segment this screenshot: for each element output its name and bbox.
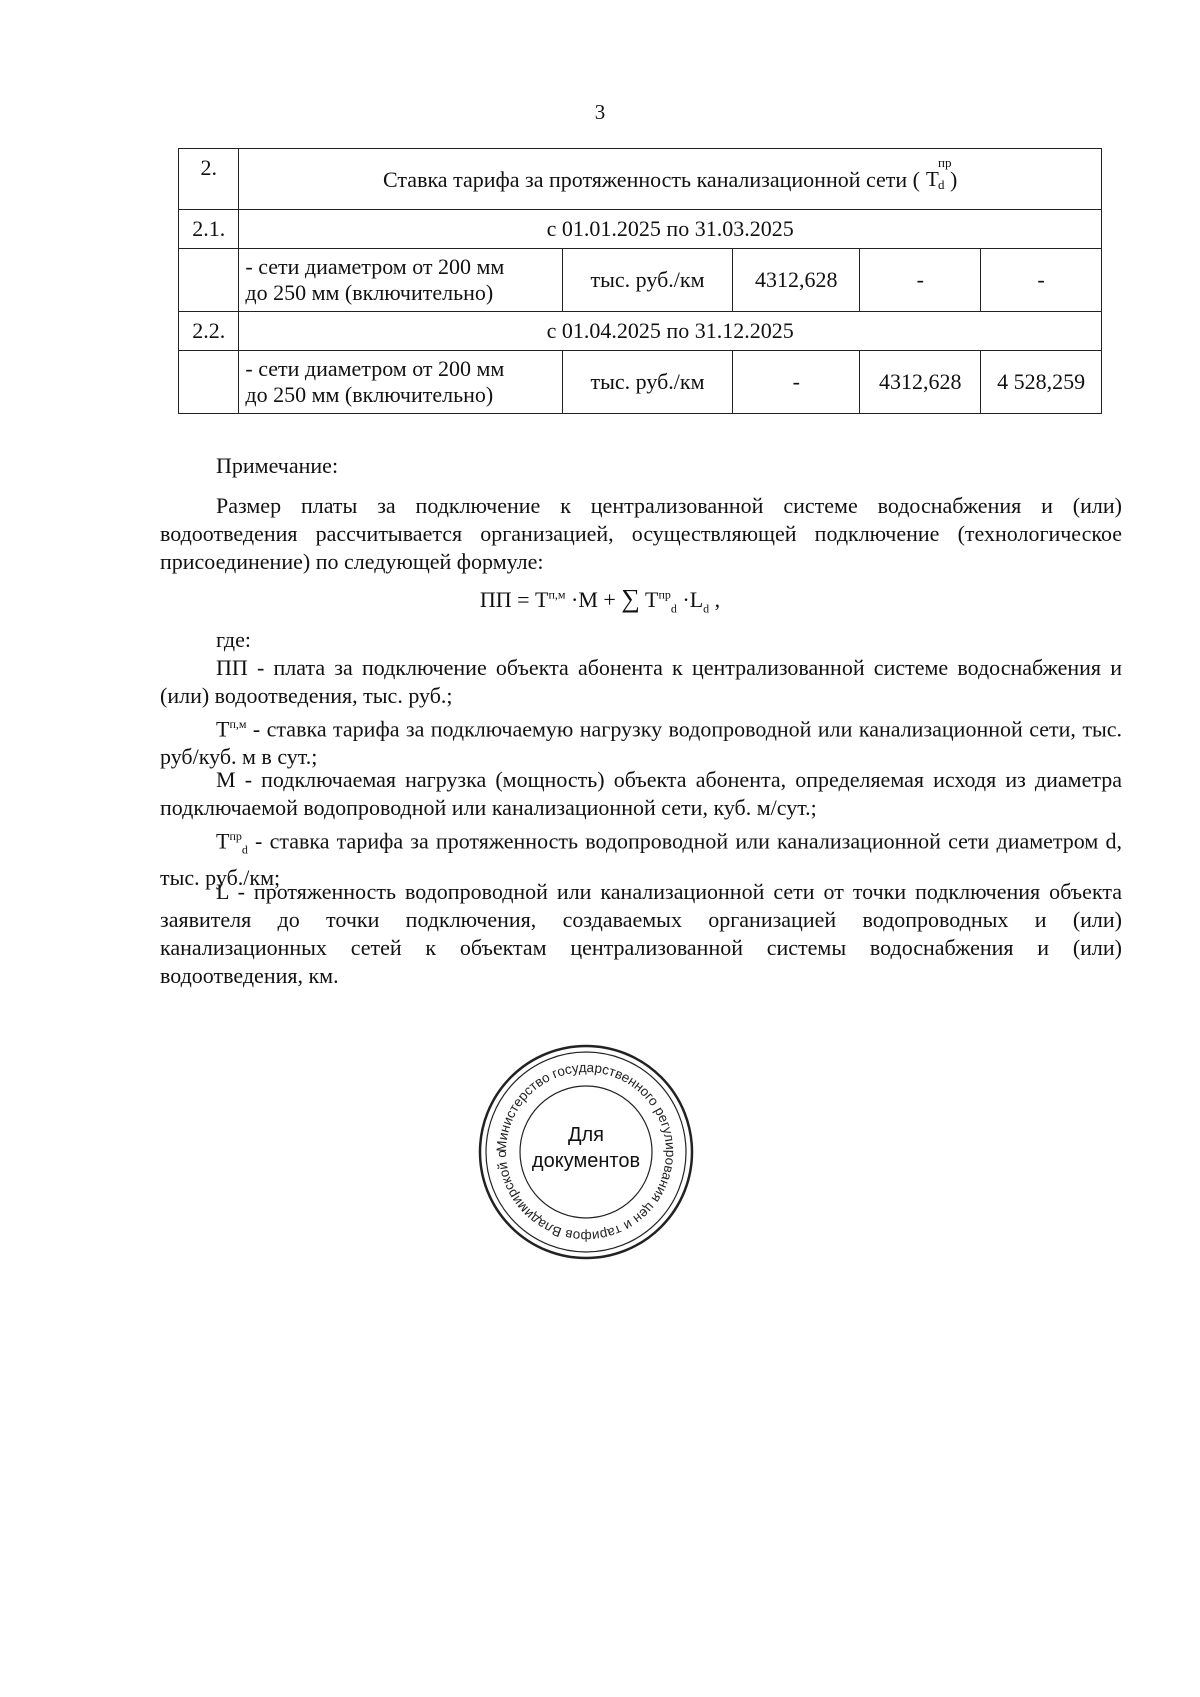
period-row [179,312,1102,351]
row-value-3: - [981,249,1102,312]
row-description [239,351,562,414]
table-header-row [179,149,1102,210]
tariff-symbol: T пр d [926,155,952,192]
period-label: с 01.04.2025 по 31.12.2025 [239,312,1102,351]
formula-term-length: $T^{пр}_d$ [644,587,677,616]
formula-lhs: ПП [479,587,512,612]
section-title-end: ) [950,167,958,192]
row-value-2: 4312,628 [860,351,981,414]
definition-l: L - протяженность водопроводной или канализационной сети от точки подключения объекта заявителя до точки подключения, создаваемых организацией водопроводных и (или) канализационных сетей к объектам централизованной системы водоснабжения и (или) водоотведения, км. [160,879,1122,988]
row-number-cell [179,249,239,312]
formula-equals: = [517,587,530,612]
table-row [179,351,1102,414]
row-value-3: 4 528,259 [981,351,1102,414]
row-value-1: - [733,351,860,414]
official-stamp [476,1042,696,1262]
tariff-table [178,148,1102,414]
formula-length: $L_d$ [689,587,710,616]
formula-load: M [578,587,598,612]
page-number: 3 [594,100,606,124]
row-description-line: - сети диаметром от 200 мм [245,356,505,381]
section-title-text: Ставка тарифа за протяженность канализационной сети ( [383,167,921,192]
row-description-line: - сети диаметром от 200 мм [245,254,505,279]
definition-pp: ПП - плата за подключение объекта абонента к централизованной системе водоснабжения и (или) водоотведения, тыс. руб.; [160,655,1122,708]
formula-dot: · [682,587,690,612]
note-intro: Размер платы за подключение к централизованной системе водоснабжения и (или) водоотведения рассчитывается организацией, осуществляющей подключение (технологическое присоединение) по следующей формуле: [160,493,1122,574]
period-label: с 01.01.2025 по 31.03.2025 [239,210,1102,249]
stamp-center-text [476,1122,696,1174]
note-title [160,452,1122,480]
table-row [179,249,1102,312]
note-title-text: Примечание: [216,453,339,478]
stamp-center-line: документов [531,1150,641,1172]
definition-m: M - подключаемая нагрузка (мощность) объекта абонента, определяемая исходя из диаметра подключаемой водопроводной или канализационной сети, куб. м/сут.; [160,767,1122,820]
row-unit: тыс. руб./км [562,249,732,312]
formula-dot: · [571,587,579,612]
where-text: где: [216,627,251,652]
period-number: 2.1. [179,210,239,249]
formula-plus: + [603,587,616,612]
definition-td: $T^{пр}_d$ - ставка тарифа за протяженность водопроводной или канализационной сети диаметром d, тыс. руб./км; [160,828,1122,890]
row-description-line: до 250 мм (включительно) [245,382,494,407]
section-title [239,149,1102,210]
row-unit: тыс. руб./км [562,351,732,414]
formula-term-load: $T^{п,м}$ [535,587,566,612]
row-description-line: до 250 мм (включительно) [245,280,494,305]
period-number: 2.2. [179,312,239,351]
row-description [239,249,562,312]
row-number-cell [179,351,239,414]
where-label [160,626,1122,654]
stamp-center-line: Для [567,1124,605,1146]
section-number: 2. [179,149,239,210]
row-value-2: - [860,249,981,312]
period-row [179,210,1102,249]
payment-formula [0,584,1200,616]
stamp-ring-text: Министерство государственного регулирования цен и тарифов Владимирской о [493,1059,679,1245]
formula-comma: , [714,587,721,612]
definition-tpm: $T^{п,м}$ - ставка тарифа за подключаемую нагрузку водопроводной или канализационной сети, тыс. руб/куб. м в сут.; [160,716,1122,770]
sum-symbol-icon: ∑ [621,584,640,613]
row-value-1: 4312,628 [733,249,860,312]
